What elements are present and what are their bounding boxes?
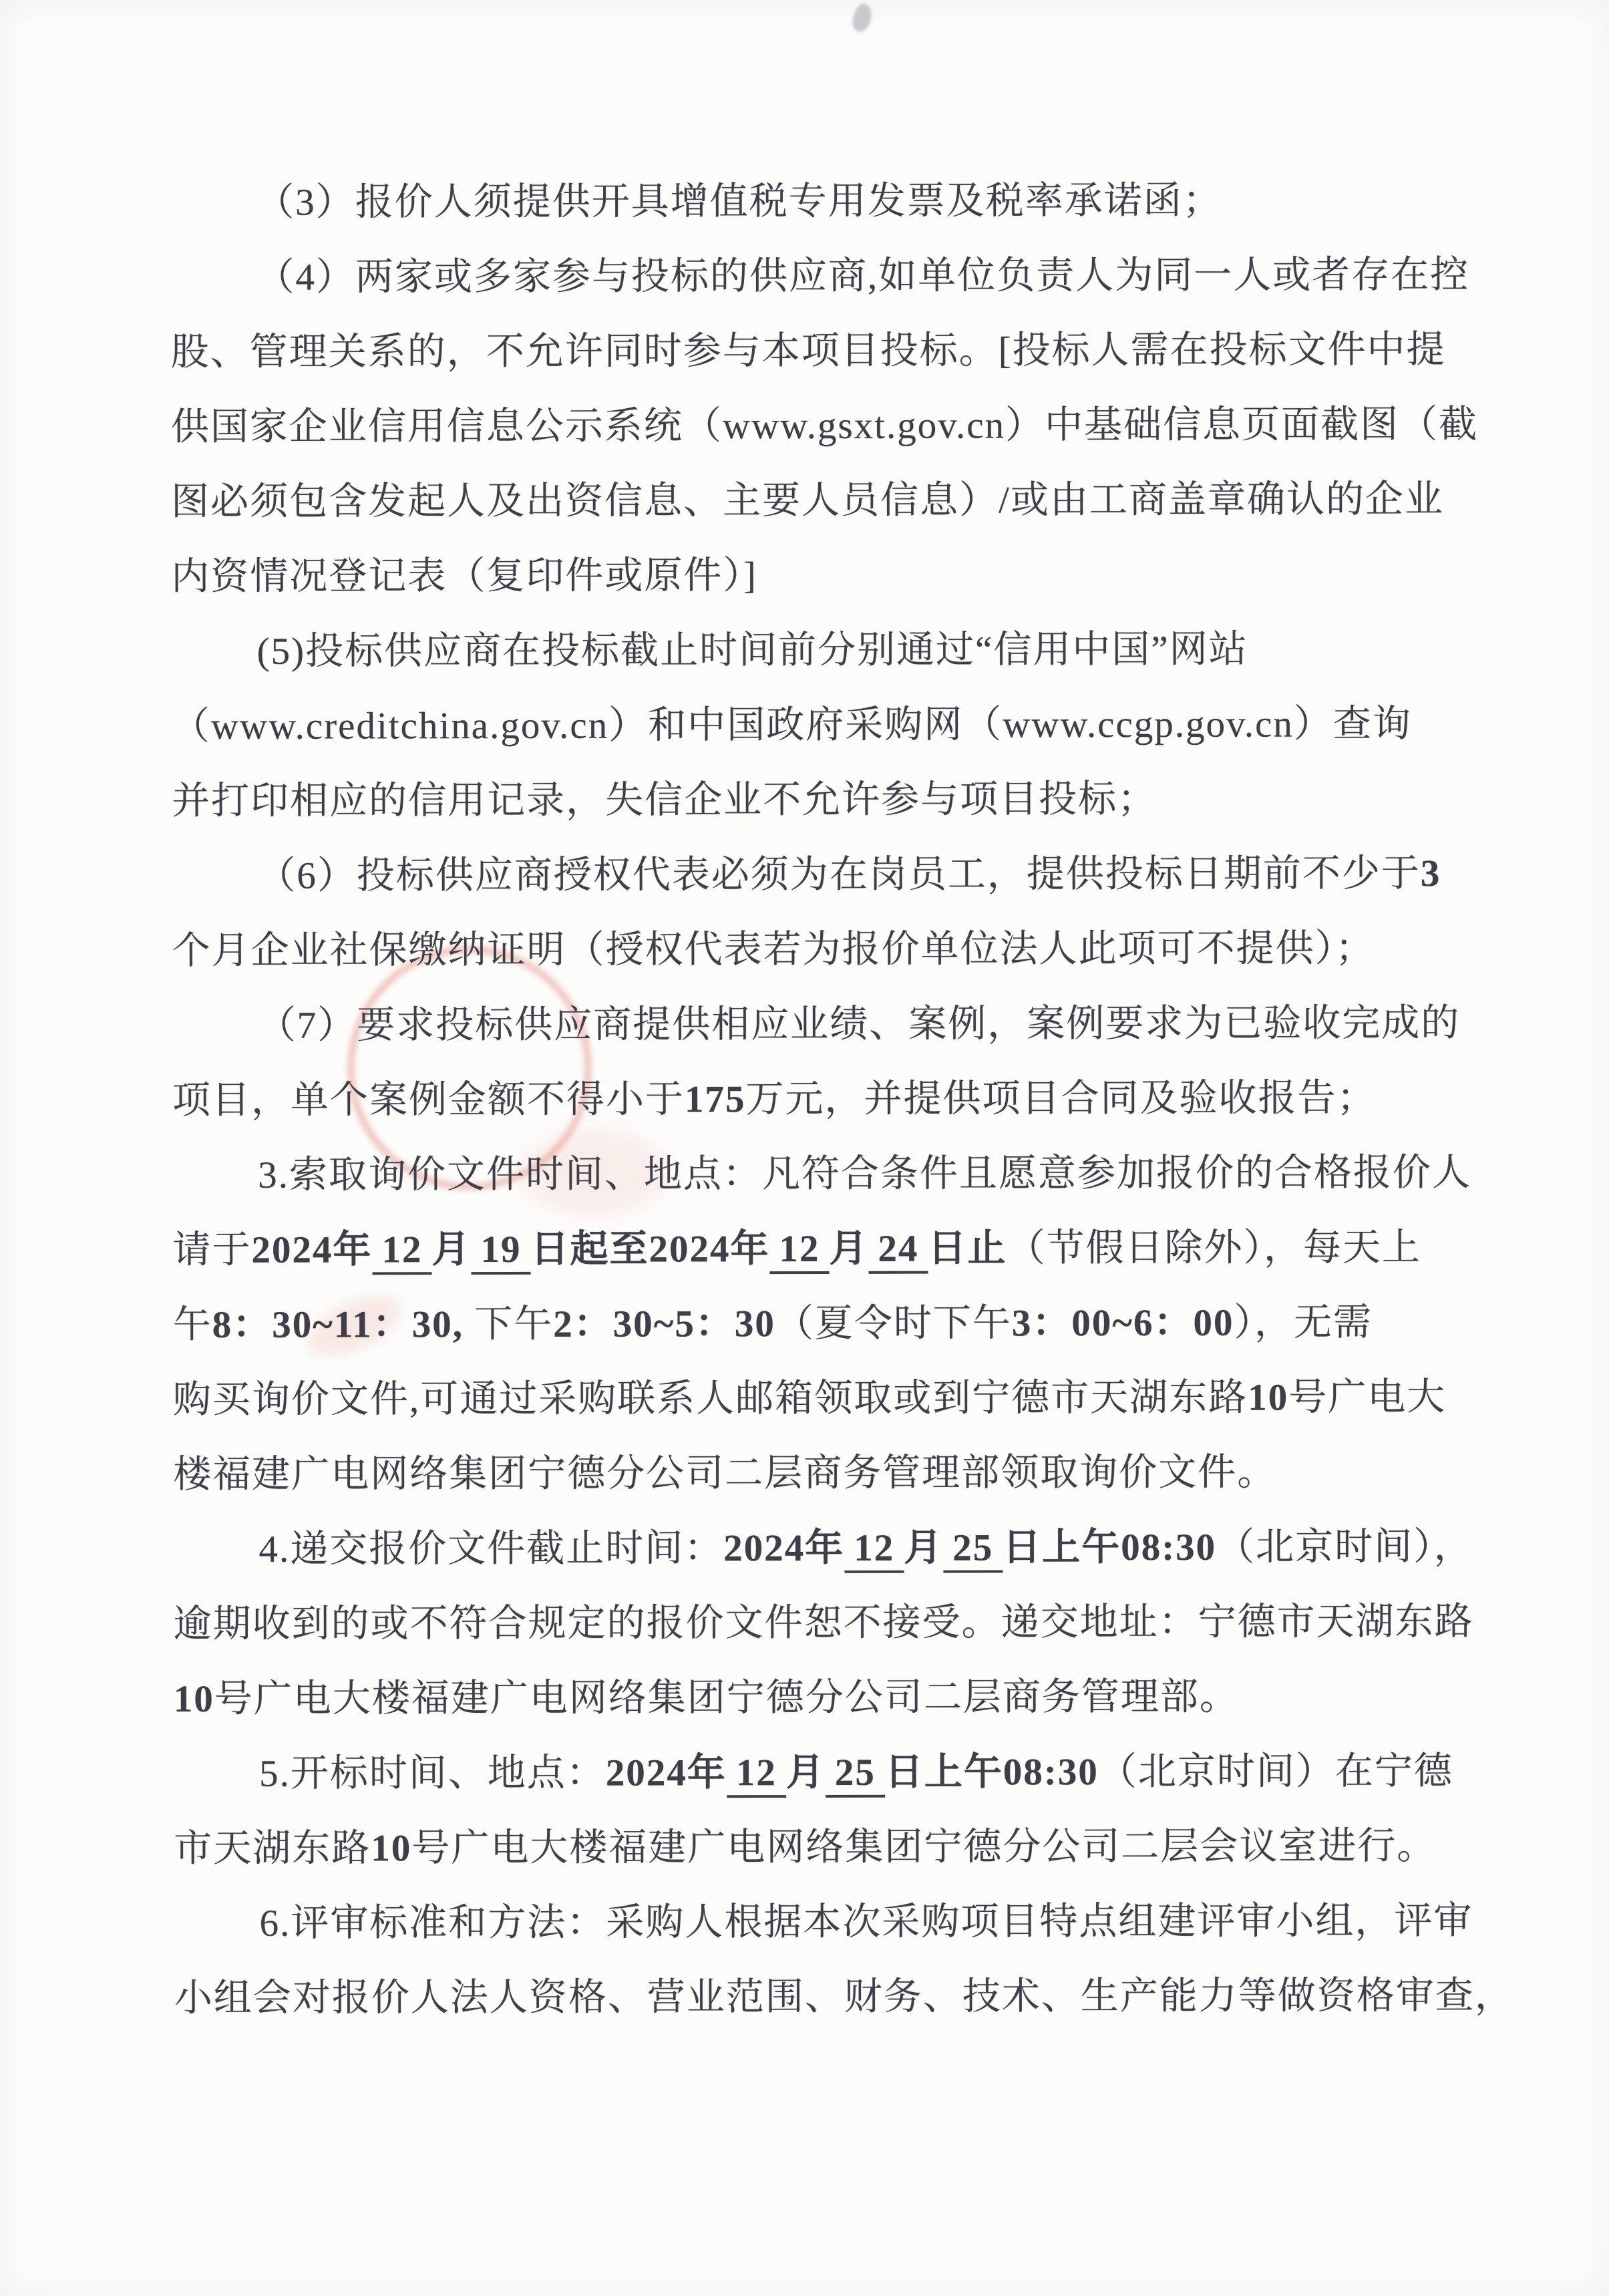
text-segment: 2024年: [251, 1228, 373, 1271]
text-segment: （北京时间），: [1216, 1525, 1473, 1569]
text-segment: 楼福建广电网络集团宁德分公司二层商务管理部领取询价文件。: [173, 1451, 1277, 1496]
text-segment: 2：30~5：30: [553, 1303, 775, 1345]
text-segment: 万元，并提供项目合同及验收报告；: [745, 1077, 1377, 1121]
text-segment: 08:30: [1121, 1526, 1217, 1569]
text-line: [172, 911, 1464, 989]
text-segment: 8：30~11：30,: [212, 1303, 464, 1346]
underlined-value: 19: [471, 1228, 530, 1275]
text-segment: （6）投标供应商授权代表必须为在岗员工，提供投标日期前不少于: [257, 852, 1421, 897]
text-segment: 日上午: [1003, 1526, 1121, 1569]
text-segment: 号广电大楼福建广电网络集团宁德分公司二层会议室进行。: [411, 1825, 1437, 1870]
text-segment: 10: [1248, 1376, 1289, 1419]
text-segment: 下午: [463, 1303, 554, 1346]
text-segment: 月: [829, 1227, 869, 1270]
text-segment: 供国家企业信用信息公示系统（www.gsxt.gov.cn）中基础信息页面截图（截: [170, 403, 1479, 449]
text-segment: 逾期收到的或不符合规定的报价文件恕不接受。递交地址：宁德市天湖东路: [173, 1600, 1474, 1646]
text-segment: （www.creditchina.gov.cn）和中国政府采购网（www.ccgp.gov.cn）查询: [171, 703, 1412, 748]
text-segment: （7）要求投标供应商提供相应业绩、案例，案例要求为已验收完成的: [257, 1001, 1461, 1047]
text-line: [173, 1435, 1465, 1512]
text-line: [173, 1285, 1465, 1363]
text-line: [172, 1061, 1465, 1138]
text-segment: （3）报价人须提供开具增值税专用发票及税率承诺函；: [256, 179, 1222, 224]
text-segment: 请于: [172, 1228, 252, 1272]
text-segment: 个月企业社保缴纳证明（授权代表若为报价单位法人此项可不提供）；: [172, 927, 1375, 973]
text-segment: 月: [785, 1751, 826, 1794]
text-line: [171, 612, 1463, 689]
text-segment: 10: [371, 1827, 412, 1870]
text-segment: 10: [173, 1677, 214, 1721]
text-segment: 日止: [928, 1227, 1007, 1270]
text-segment: 2024年: [723, 1526, 845, 1570]
text-segment: (5)投标供应商在投标截止时间前分别通过“信用中国”网站: [256, 628, 1248, 673]
text-segment: 小组会对报价人法人资格、营业范围、财务、技术、生产能力等做资格审查，: [174, 1974, 1514, 2020]
text-line: [174, 1959, 1514, 2036]
underlined-value: 12: [727, 1752, 786, 1798]
body-text: [170, 163, 1514, 2036]
text-segment: 号广电大: [1288, 1376, 1447, 1419]
text-line: [174, 1659, 1466, 1737]
text-segment: 月: [431, 1228, 472, 1271]
text-line: [171, 313, 1463, 390]
text-segment: 6.评审标准和方法：采购人根据本次采购项目特点组建评审小组，评审: [259, 1899, 1473, 1945]
text-segment: 4.递交报价文件截止时间：: [258, 1527, 724, 1571]
text-segment: （节假日除外），每天上: [1007, 1226, 1422, 1270]
text-line: [174, 1734, 1466, 1812]
text-segment: 3: [1420, 852, 1441, 895]
underlined-value: 12: [769, 1228, 829, 1274]
text-segment: （夏令时下午: [775, 1302, 1012, 1345]
text-line: [172, 1136, 1472, 1213]
text-line: [172, 762, 1464, 839]
text-segment: 号广电大楼福建广电网络集团宁德分公司二层商务管理部。: [214, 1675, 1239, 1720]
text-segment: 股、管理关系的，不允许同时参与本项目投标。[投标人需在投标文件中提: [170, 329, 1446, 374]
underlined-value: 12: [844, 1527, 904, 1573]
text-line: [171, 537, 1463, 615]
text-line: [170, 238, 1470, 315]
text-segment: 内资情况登记表（复印件或原件）]: [171, 554, 757, 599]
text-line: [170, 387, 1479, 465]
text-segment: （北京时间）在宁德: [1098, 1750, 1453, 1794]
text-segment: 月: [904, 1526, 944, 1569]
text-line: [172, 986, 1465, 1063]
text-segment: 日上午: [884, 1751, 1003, 1794]
scan-speck: [850, 2, 875, 34]
underlined-value: 24: [868, 1228, 928, 1274]
underlined-value: 12: [372, 1228, 431, 1275]
text-segment: 图必须包含发起人及出资信息、主要人员信息）/或由工商盖章确认的企业: [171, 478, 1445, 524]
text-line: [172, 836, 1464, 914]
text-line: [173, 1360, 1465, 1438]
underlined-value: 25: [943, 1526, 1003, 1573]
text-line: [173, 1585, 1474, 1662]
underlined-value: 25: [826, 1752, 885, 1798]
text-segment: 08:30: [1003, 1751, 1099, 1794]
text-segment: 3：00~6：00: [1011, 1301, 1234, 1345]
text-line: [174, 1809, 1466, 1887]
text-segment: （4）两家或多家参与投标的供应商,如单位负责人为同一人或者存在控: [256, 253, 1470, 299]
text-segment: 并打印相应的信用记录，失信企业不允许参与项目投标；: [171, 778, 1157, 823]
text-line: [172, 1210, 1465, 1288]
text-segment: 2024年: [605, 1752, 727, 1794]
text-segment: 5.开标时间、地点：: [259, 1752, 606, 1795]
text-segment: 午: [172, 1303, 212, 1347]
text-segment: 日起至: [530, 1228, 649, 1271]
text-segment: 3.索取询价文件时间、地点：凡符合条件且愿意参加报价的合格报价人: [258, 1151, 1472, 1196]
text-segment: ），无需: [1234, 1301, 1373, 1344]
text-line: [174, 1884, 1473, 1961]
text-segment: 市天湖东路: [174, 1827, 371, 1870]
text-segment: 项目，单个案例金额不得小于: [172, 1078, 685, 1122]
text-line: [173, 1510, 1473, 1587]
text-line: [172, 687, 1464, 764]
text-segment: 175: [684, 1078, 746, 1121]
text-line: [170, 163, 1463, 240]
text-segment: 购买询价文件,可通过采购联系人邮箱领取或到宁德市天湖东路: [172, 1376, 1248, 1422]
text-line: [171, 462, 1463, 540]
text-segment: 2024年: [649, 1228, 770, 1271]
